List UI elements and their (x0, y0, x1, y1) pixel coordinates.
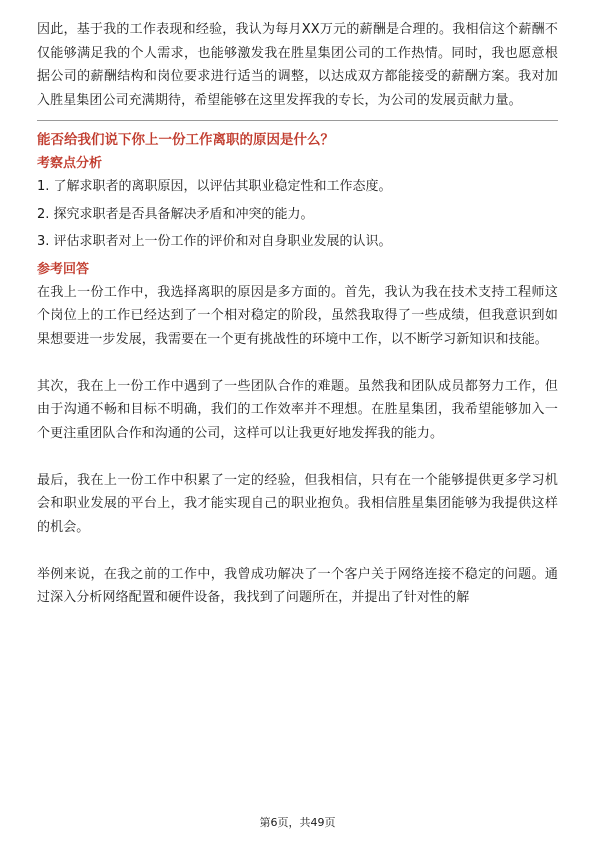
answer-heading: 参考回答 (37, 261, 90, 277)
page-content (37, 18, 558, 610)
analysis-item: 2. 探究求职者是否具备解决矛盾和冲突的能力。 (37, 206, 314, 222)
answer-paragraph: 最后，我在上一份工作中积累了一定的经验，但我相信，只有在一个能够提供更多学习机会和职业发展的平台上，我才能实现自己的职业抱负。我相信胜星集团能够为我提供这样的机会。 (37, 472, 558, 535)
answer-paragraph: 举例来说，在我之前的工作中，我曾成功解决了一个客户关于网络连接不稳定的问题。通过深入分析网络配置和硬件设备，我找到了问题所在，并提出了针对性的解 (37, 566, 558, 605)
answer-paragraph: 在我上一份工作中，我选择离职的原因是多方面的。首先，我认为我在技术支持工程师这个岗位上的工作已经达到了一个相对稳定的阶段，虽然我取得了一些成绩，但我意识到如果想要进一步发展，我需要在一个更有挑战性的环境中工作，以不断学习新知识和技能。 (37, 284, 558, 347)
intro-paragraph: 因此，基于我的工作表现和经验，我认为每月XX万元的薪酬是合理的。我相信这个薪酬不仅能够满足我的个人需求，也能够激发我在胜星集团公司的工作热情。同时，我也愿意根据公司的薪酬结构和岗位要求进行适当的调整，以达成双方都能接受的薪酬方案。我对加入胜星集团公司充满期待，希望能够在这里发挥我的专长，为公司的发展贡献力量。 (37, 22, 558, 108)
analysis-list (37, 175, 558, 254)
section-divider (37, 120, 558, 121)
page-number: 第6页，共49页 (259, 816, 336, 829)
analysis-heading: 考察点分析 (37, 156, 103, 171)
interview-question: 能否给我们说下你上一份工作离职的原因是什么？ (37, 132, 334, 148)
analysis-item: 1. 了解求职者的离职原因，以评估其职业稳定性和工作态度。 (37, 179, 392, 194)
analysis-item: 3. 评估求职者对上一份工作的评价和对自身职业发展的认识。 (37, 234, 392, 249)
answer-paragraph: 其次，我在上一份工作中遇到了一些团队合作的难题。虽然我和团队成员都努力工作，但由于沟通不畅和目标不明确，我们的工作效率并不理想。在胜星集团，我希望能够加入一个更注重团队合作和沟通的公司，这样可以让我更好地发挥我的能力。 (37, 378, 558, 441)
